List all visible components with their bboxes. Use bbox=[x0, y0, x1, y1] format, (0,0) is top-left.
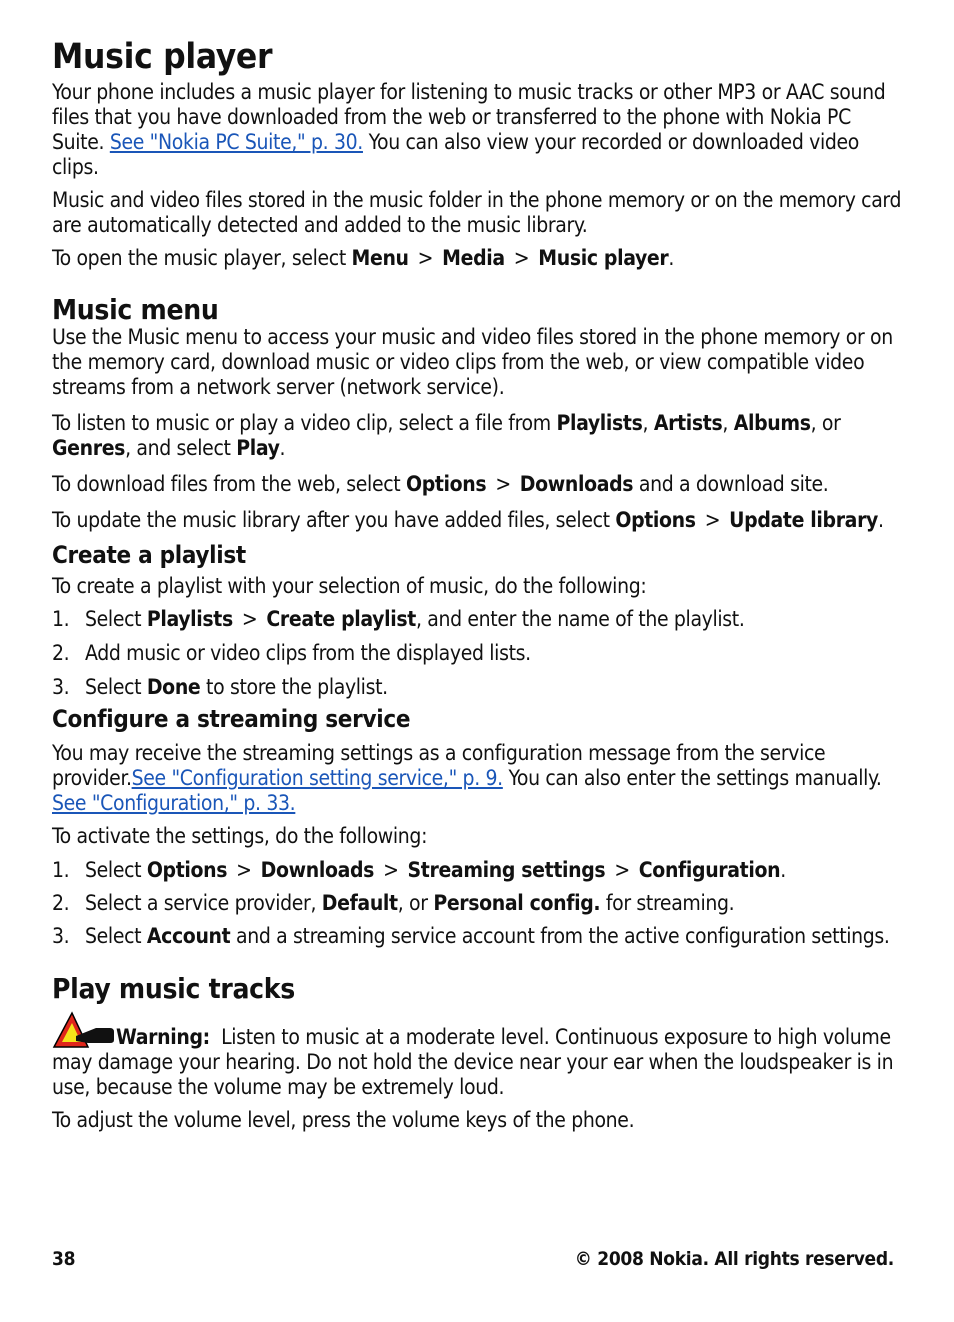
intro-paragraph-1: Your phone includes a music player for listening to music tracks or other MP3 or AAC sound files that you have downloaded from the web or transferred to the phone with Nokia PC Suite. See "Nokia PC Suite," p. 30. You can also view your recorded or downloaded video clips. bbox=[52, 80, 886, 179]
document-page bbox=[52, 36, 902, 1133]
warning-paragraph: Warning: Listen to music at a moderate level. Continuous exposure to high volume may damage your hearing. Do not hold the device near your ear when the loudspeaker is in use, because the volume may be extremely loud. bbox=[52, 1010, 902, 1100]
music-menu-paragraph-1: Use the Music menu to access your music and video files stored in the phone memory or on the memory card, download music or video clips from the web, or view compatible video streams from a network server (network service). bbox=[52, 325, 893, 399]
streaming-heading: Configure a streaming service bbox=[52, 705, 411, 733]
configuration-setting-service-link[interactable]: See "Configuration setting service," p. 9. bbox=[131, 766, 503, 790]
music-menu-heading: Music menu bbox=[52, 293, 219, 326]
intro-paragraph-3: To open the music player, select Menu > Media > Music player. bbox=[52, 246, 675, 270]
list-item: 3. Select Account and a streaming service account from the active configuration settings. bbox=[52, 924, 890, 948]
intro-paragraph-2: Music and video files stored in the music folder in the phone memory or on the memory card are automatically detected and added to the music library. bbox=[52, 188, 902, 237]
copyright-notice: © 2008 Nokia. All rights reserved. bbox=[574, 1248, 894, 1270]
page-title: Music player bbox=[52, 37, 273, 77]
nokia-pc-suite-link[interactable]: See "Nokia PC Suite," p. 30. bbox=[109, 130, 363, 154]
volume-paragraph: To adjust the volume level, press the volume keys of the phone. bbox=[52, 1108, 635, 1132]
streaming-steps bbox=[52, 858, 902, 949]
menu-option: Menu bbox=[351, 246, 409, 270]
music-menu-paragraph-3: To download files from the web, select Options > Downloads and a download site. bbox=[52, 472, 829, 496]
warning-triangle-with-hand-icon bbox=[52, 1010, 114, 1050]
list-item: 3. Select Done to store the playlist. bbox=[52, 675, 388, 699]
create-playlist-steps bbox=[52, 607, 902, 700]
page-footer bbox=[52, 1248, 894, 1270]
list-item: 1. Select Playlists > Create playlist, and enter the name of the playlist. bbox=[52, 607, 745, 631]
create-playlist-intro: To create a playlist with your selection of music, do the following: bbox=[52, 574, 647, 598]
music-menu-paragraph-4: To update the music library after you have added files, select Options > Update library. bbox=[52, 508, 884, 532]
list-item: 2. Select a service provider, Default, or Personal config. for streaming. bbox=[52, 891, 735, 915]
media-option: Media bbox=[442, 246, 505, 270]
music-player-option: Music player bbox=[538, 246, 669, 270]
streaming-paragraph-2: To activate the settings, do the following: bbox=[52, 824, 428, 848]
music-menu-paragraph-2: To listen to music or play a video clip, select a file from Playlists, Artists, Albums, or Genres, and select Play. bbox=[52, 411, 841, 460]
warning-label: Warning: bbox=[116, 1025, 210, 1049]
play-music-tracks-heading: Play music tracks bbox=[52, 972, 295, 1005]
create-playlist-heading: Create a playlist bbox=[52, 541, 246, 569]
page-number: 38 bbox=[52, 1248, 76, 1270]
list-item: 1. Select Options > Downloads > Streaming settings > Configuration. bbox=[52, 858, 786, 882]
configuration-link[interactable]: See "Configuration," p. 33. bbox=[52, 791, 296, 815]
list-item: 2. Add music or video clips from the displayed lists. bbox=[52, 641, 531, 665]
streaming-paragraph-1: You may receive the streaming settings as a configuration message from the service provider.See "Configuration setting service," p. 9. You can also enter the settings manually. See "Configuration," p. 33. bbox=[52, 741, 882, 815]
